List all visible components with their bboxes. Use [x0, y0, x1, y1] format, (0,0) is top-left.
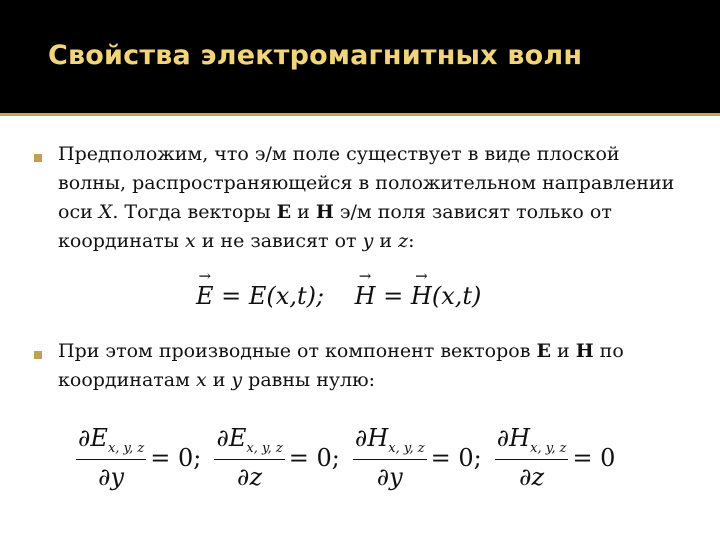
equation-1-rhs-1: = E(x,t); [221, 282, 325, 310]
vector-h-symbol: H [315, 201, 334, 223]
var-y: y [362, 230, 374, 252]
vector-h: → H [355, 282, 376, 310]
paragraph-1-line-4 [58, 227, 698, 256]
var-x: x [195, 369, 207, 391]
subscript: x, y, z [388, 441, 425, 456]
denominator: ∂y [376, 463, 403, 491]
text-run: и [291, 201, 316, 223]
text-run: э/м поля зависят только от [333, 201, 612, 223]
bullet-2 [34, 351, 42, 359]
paragraph-1-line-1: Предположим, что э/м поле существует в виде плоской [58, 143, 620, 165]
equals-zero: = 0; [288, 443, 340, 472]
paragraph-2-line-2 [58, 366, 698, 395]
vector-h-symbol: H [575, 340, 594, 362]
equation-2 [76, 424, 623, 491]
vector-h-rhs: → H [411, 282, 432, 310]
paragraph-1-line-3 [58, 198, 698, 227]
subscript: x, y, z [246, 441, 283, 456]
equals-zero: = 0; [150, 443, 202, 472]
slide-title: Свойства электромагнитных волн [48, 40, 583, 71]
paragraph-1 [58, 140, 698, 256]
text-run: по [593, 340, 624, 362]
derivative-e-z [214, 424, 284, 491]
equals-zero: = 0; [430, 443, 482, 472]
paragraph-2 [58, 337, 698, 395]
text-run: равны нулю: [242, 369, 376, 391]
derivative-h-y [353, 424, 427, 491]
numerator: ∂E [216, 424, 247, 452]
accent-line [0, 113, 720, 116]
numerator: ∂H [496, 424, 531, 452]
denominator: ∂z [237, 463, 263, 491]
text-run: и не зависят от [195, 230, 363, 252]
vector-e-symbol: E [536, 340, 551, 362]
text-run: : [408, 230, 415, 252]
numerator: ∂H [354, 424, 389, 452]
text-run: и [373, 230, 399, 252]
bullet-1 [34, 154, 42, 162]
var-y: y [231, 369, 243, 391]
text-run: и [550, 340, 576, 362]
text-run: При этом производные от компонент векторов [58, 340, 537, 362]
text-run: координатам [58, 369, 196, 391]
text-run: координаты [58, 230, 185, 252]
equation-1-args: (x,t) [431, 282, 482, 310]
equation-1 [196, 282, 481, 310]
equals-zero: = 0 [572, 443, 616, 472]
text-run: и [206, 369, 232, 391]
denominator: ∂z [519, 463, 545, 491]
denominator: ∂y [98, 463, 125, 491]
subscript: x, y, z [107, 441, 145, 456]
axis-symbol: X [98, 201, 113, 223]
vector-e-symbol: E [276, 201, 292, 223]
paragraph-2-line-1 [58, 337, 698, 366]
derivative-e-y [76, 424, 146, 491]
paragraph-1-line-2: волны, распространяющейся в положительном направлении [58, 172, 675, 194]
text-run: . Тогда векторы [112, 201, 277, 223]
var-x: x [184, 230, 196, 252]
derivative-h-z [495, 424, 569, 491]
equation-1-eq: = [383, 282, 411, 310]
title-bar [0, 0, 720, 113]
vector-e: → E [196, 282, 214, 310]
var-z: z [398, 230, 409, 252]
subscript: x, y, z [530, 441, 567, 456]
text-run: оси [58, 201, 99, 223]
numerator: ∂E [78, 424, 108, 452]
